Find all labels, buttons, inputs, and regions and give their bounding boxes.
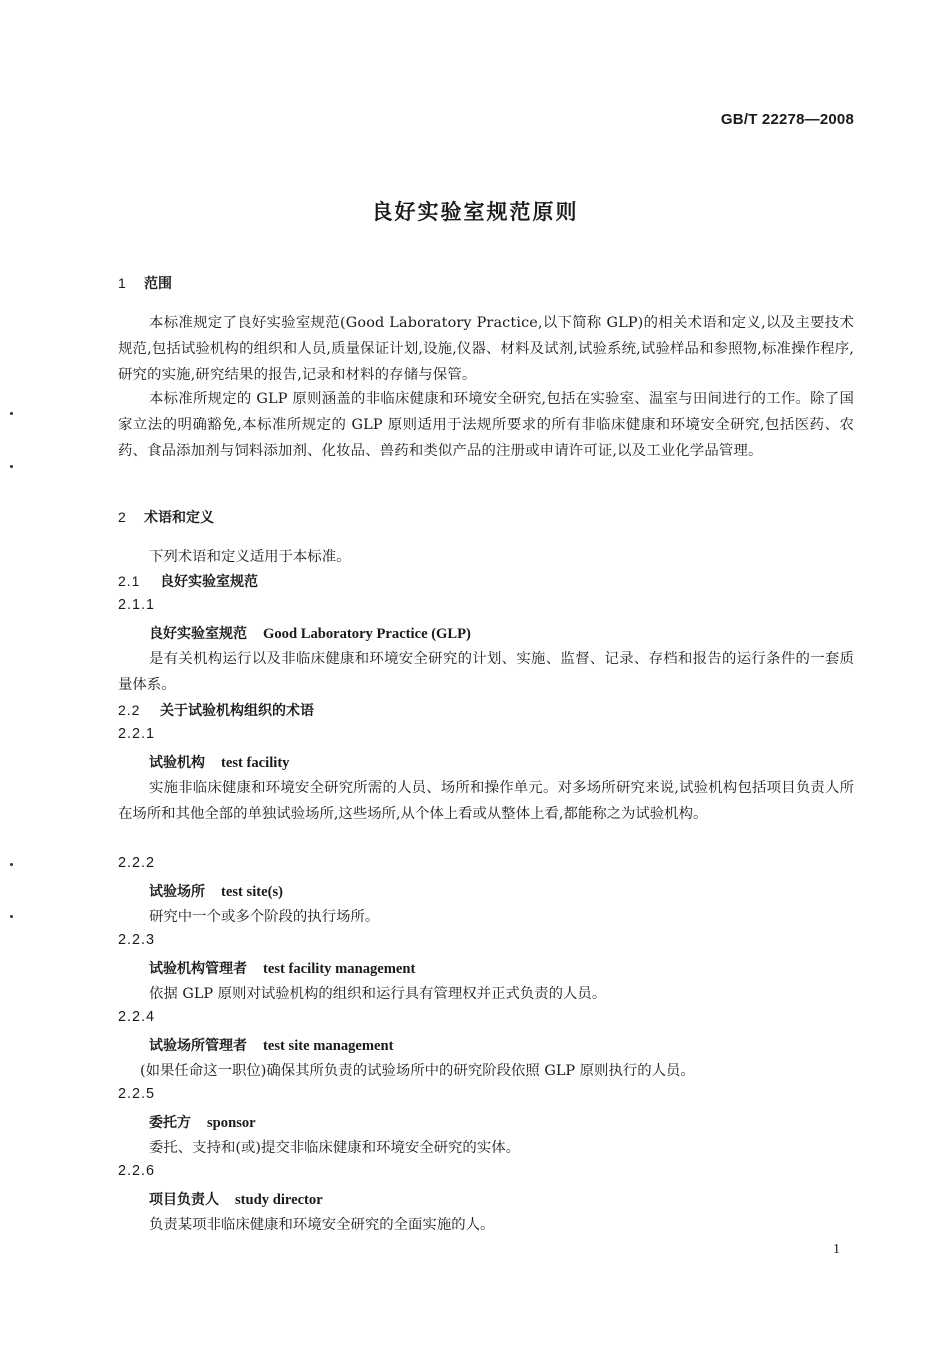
term-cn: 试验场所 bbox=[149, 884, 205, 900]
scan-artifact-dot bbox=[10, 863, 13, 866]
term-en: sponsor bbox=[207, 1115, 256, 1131]
term-en: Good Laboratory Practice (GLP) bbox=[263, 626, 471, 642]
term-cn: 项目负责人 bbox=[149, 1192, 219, 1208]
clause-number-2-2-3: 2.2.3 bbox=[118, 932, 156, 948]
term-en: test site management bbox=[263, 1038, 394, 1054]
term-en: study director bbox=[235, 1192, 323, 1208]
clause-number-2-2-4: 2.2.4 bbox=[118, 1009, 156, 1025]
definition-study-director: 负责某项非临床健康和环境安全研究的全面实施的人。 bbox=[149, 1217, 495, 1233]
scope-paragraph-2: 本标准所规定的 GLP 原则涵盖的非临床健康和环境安全研究,包括在实验室、温室与田间进行的工作。除了国家立法的明确豁免,本标准所规定的 GLP 原则适用于法规所要求的所有非临床健康和环境安全研究,包括医药、农药、食品添加剂与饲料添加剂、化妆品、兽药和类似产品的注册或申请许可证,以及工业化学品管理。 bbox=[118, 391, 854, 459]
term-en: test facility management bbox=[263, 961, 416, 977]
term-cn: 良好实验室规范 bbox=[149, 626, 247, 642]
scan-artifact-dot bbox=[10, 412, 13, 415]
term-en: test facility bbox=[221, 755, 290, 771]
term-sponsor bbox=[149, 1112, 256, 1132]
terms-intro: 下列术语和定义适用于本标准。 bbox=[149, 549, 351, 565]
term-test-facility-management bbox=[149, 958, 415, 978]
definition-glp: 是有关机构运行以及非临床健康和环境安全研究的计划、实施、监督、记录、存档和报告的运行条件的一套质量体系。 bbox=[118, 651, 854, 693]
clause-title: 关于试验机构组织的术语 bbox=[160, 703, 314, 719]
clause-number-2-2-2: 2.2.2 bbox=[118, 855, 156, 871]
term-glp bbox=[149, 623, 471, 643]
definition-test-site-management: (如果任命这一职位)确保其所负责的试验场所中的研究阶段依照 GLP 原则执行的人员。 bbox=[140, 1063, 695, 1079]
clause-number-2-2-1: 2.2.1 bbox=[118, 726, 156, 742]
section-heading-scope bbox=[118, 273, 172, 293]
term-test-site-management bbox=[149, 1035, 394, 1055]
clause-title: 良好实验室规范 bbox=[160, 574, 258, 590]
term-cn: 试验场所管理者 bbox=[149, 1038, 247, 1054]
clause-number: 2.1 bbox=[118, 573, 141, 589]
definition-test-facility: 实施非临床健康和环境安全研究所需的人员、场所和操作单元。对多场所研究来说,试验机构包括项目负责人所在场所和其他全部的单独试验场所,这些场所,从个体上看或从整体上看,都能称之为试验机构。 bbox=[118, 780, 854, 822]
term-test-site bbox=[149, 881, 283, 901]
page-number: 1 bbox=[833, 1242, 840, 1257]
term-cn: 试验机构 bbox=[149, 755, 205, 771]
term-test-facility bbox=[149, 752, 289, 772]
definition-test-facility-management: 依据 GLP 原则对试验机构的组织和运行具有管理权并正式负责的人员。 bbox=[149, 986, 607, 1002]
section-title: 术语和定义 bbox=[144, 510, 214, 526]
clause-heading-2-1 bbox=[118, 571, 258, 591]
scope-paragraph-1: 本标准规定了良好实验室规范(Good Laboratory Practice,以下简称 GLP)的相关术语和定义,以及主要技术规范,包括试验机构的组织和人员,质量保证计划,设施,仪器、材料及试剂,试验系统,试验样品和参照物,标准操作程序,研究的实施,研究结果的报告,记录和材料的存储与保管。 bbox=[118, 315, 854, 383]
scan-artifact-dot bbox=[10, 465, 13, 468]
term-en: test site(s) bbox=[221, 884, 283, 900]
term-study-director bbox=[149, 1189, 323, 1209]
clause-number-2-2-5: 2.2.5 bbox=[118, 1086, 156, 1102]
clause-heading-2-2 bbox=[118, 700, 314, 720]
section-heading-terms bbox=[118, 507, 214, 527]
scan-artifact-dot bbox=[10, 915, 13, 918]
clause-number-2-1-1: 2.1.1 bbox=[118, 597, 156, 613]
section-number: 1 bbox=[118, 275, 126, 291]
document-title: 良好实验室规范原则 bbox=[371, 200, 579, 224]
clause-number-2-2-6: 2.2.6 bbox=[118, 1163, 156, 1179]
term-cn: 试验机构管理者 bbox=[149, 961, 247, 977]
term-cn: 委托方 bbox=[149, 1115, 191, 1131]
standard-code: GB/T 22278—2008 bbox=[720, 111, 854, 128]
definition-sponsor: 委托、支持和(或)提交非临床健康和环境安全研究的实体。 bbox=[149, 1140, 520, 1156]
clause-number: 2.2 bbox=[118, 702, 141, 718]
definition-test-site: 研究中一个或多个阶段的执行场所。 bbox=[149, 909, 380, 925]
section-number: 2 bbox=[118, 509, 126, 525]
section-title: 范围 bbox=[144, 276, 172, 292]
